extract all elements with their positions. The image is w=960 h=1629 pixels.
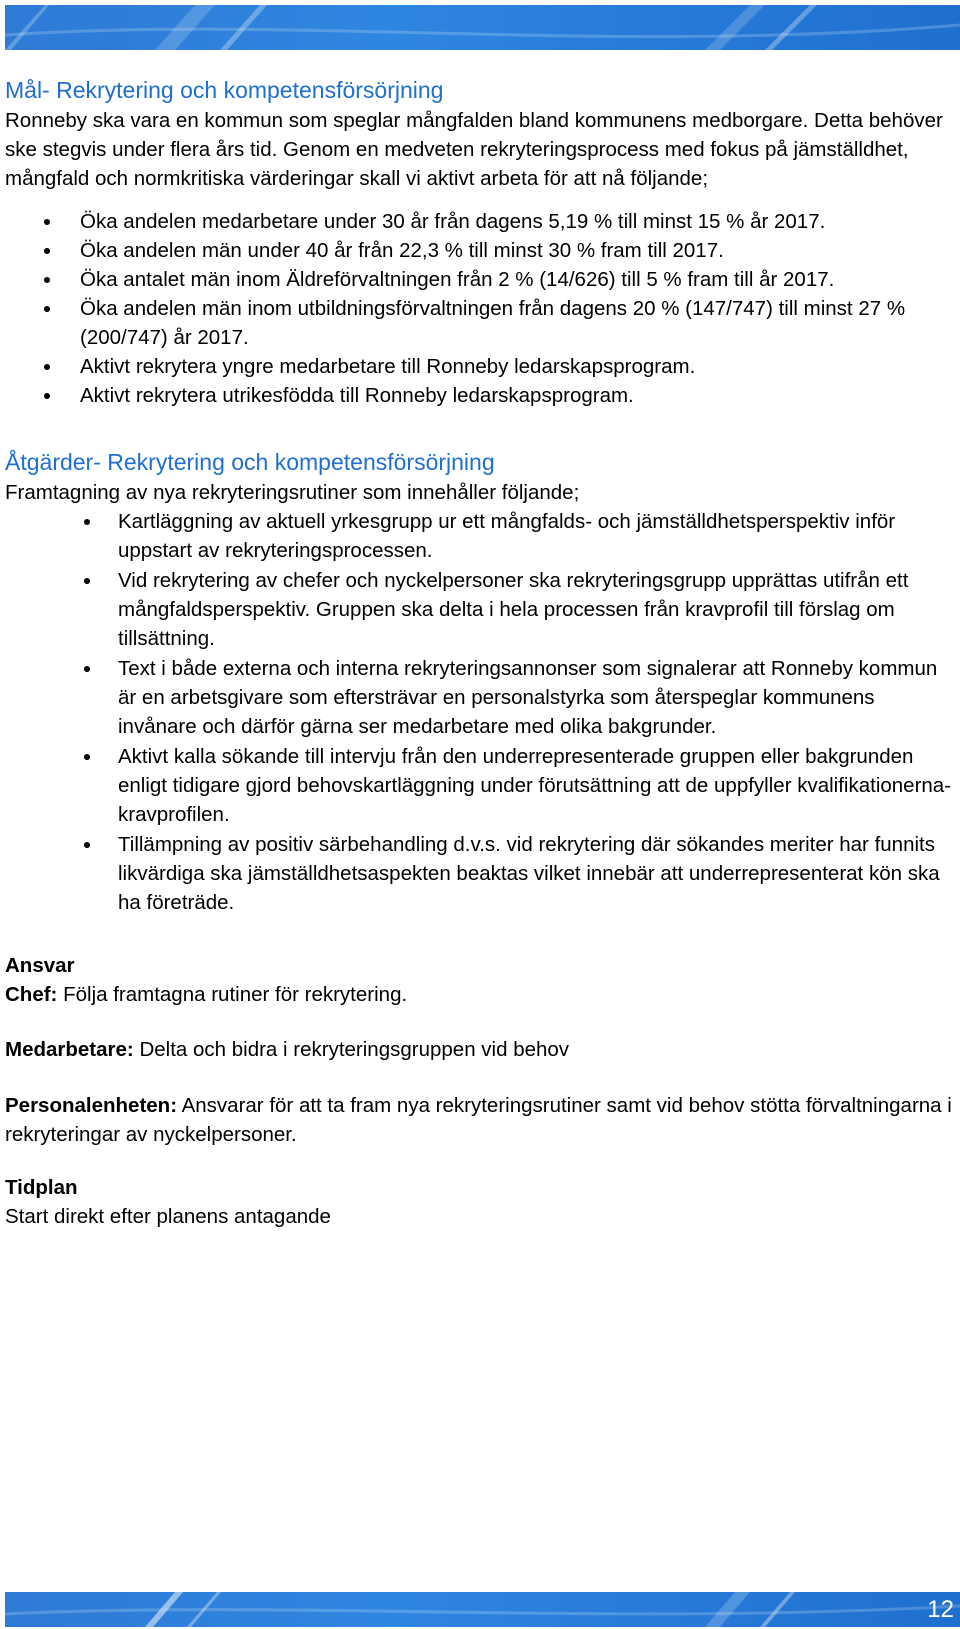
- ansvar-heading: Ansvar: [5, 954, 75, 977]
- chef-label: Chef:: [5, 983, 58, 1006]
- list-item: Kartläggning av aktuell yrkesgrupp ur ett mångfalds- och jämställdhetsperspektiv inför uppstart av rekryteringsprocessen.: [5, 507, 955, 565]
- footer-band: [5, 1592, 960, 1627]
- personal-label: Personalenheten:: [5, 1094, 178, 1117]
- footer-band-decoration: [5, 1592, 960, 1627]
- list-item: Aktivt rekrytera utrikesfödda till Ronneby ledarskapsprogram.: [5, 381, 955, 410]
- goals-list: [5, 207, 955, 410]
- list-item: Vid rekrytering av chefer och nyckelpersoner ska rekryteringsgrupp upprättas utifrån ett mångfaldsperspektiv. Gruppen ska delta i hela processen från kravprofil till förslag om tillsättning.: [5, 566, 955, 653]
- actions-intro: Framtagning av nya rekryteringsrutiner som innehåller följande;: [5, 481, 580, 504]
- list-item: Öka antalet män inom Äldreförvaltningen från 2 % (14/626) till 5 % fram till år 2017.: [5, 265, 955, 294]
- ansvar-personalenheten: [5, 1091, 955, 1149]
- list-item: Aktivt rekrytera yngre medarbetare till Ronneby ledarskapsprogram.: [5, 352, 955, 381]
- goals-heading: Mål- Rekrytering och kompetensförsörjning: [5, 77, 444, 103]
- list-item: Tillämpning av positiv särbehandling d.v.s. vid rekrytering där sökandes meriter har funnits likvärdiga ska jämställdhetsaspekten beaktas vilket innebär att underrepresenterat kön ska ha företräde.: [5, 830, 955, 917]
- ansvar-chef: [5, 980, 955, 1009]
- actions-list: [5, 507, 955, 917]
- tidplan-heading: Tidplan: [5, 1176, 78, 1199]
- tidplan-text: Start direkt efter planens antagande: [5, 1205, 331, 1228]
- list-item: Text i både externa och interna rekryteringsannonser som signalerar att Ronneby kommun är en arbetsgivare som eftersträvar en personalstyrka som återspeglar kommunens invånare och därför gärna ser medarbetare med olika bakgrunder.: [5, 654, 955, 741]
- medarbetare-label: Medarbetare:: [5, 1038, 134, 1061]
- personal-text: Ansvarar för att ta fram nya rekryteringsrutiner samt vid behov stötta förvaltningarna i rekryteringar av nyckelpersoner.: [5, 1094, 952, 1146]
- chef-text: Följa framtagna rutiner för rekrytering.: [57, 983, 408, 1006]
- list-item: Öka andelen män inom utbildningsförvaltningen från dagens 20 % (147/747) till minst 27 % (200/747) år 2017.: [5, 294, 955, 352]
- medarbetare-text: Delta och bidra i rekryteringsgruppen vid behov: [133, 1038, 570, 1061]
- actions-heading: Åtgärder- Rekrytering och kompetensförsörjning: [5, 449, 495, 475]
- list-item: Öka andelen män under 40 år från 22,3 % till minst 30 % fram till 2017.: [5, 236, 955, 265]
- page-number: 12: [927, 1596, 954, 1623]
- header-band: [5, 5, 960, 50]
- list-item: Aktivt kalla sökande till intervju från den underrepresenterade gruppen eller bakgrunden enligt tidigare gjord behovskartläggning under förutsättning att de uppfyller kvalifikationerna-kravprofilen.: [5, 742, 955, 829]
- ansvar-medarbetare: [5, 1035, 955, 1064]
- goals-intro: Ronneby ska vara en kommun som speglar mångfalden bland kommunens medborgare. Detta behöver ske stegvis under flera års tid. Genom en medveten rekryteringsprocess med fokus på jämställdhet, mångfald och normkritiska värderingar skall vi aktivt arbeta för att nå följande;: [5, 109, 943, 190]
- header-band-decoration: [5, 5, 960, 50]
- list-item: Öka andelen medarbetare under 30 år från dagens 5,19 % till minst 15 % år 2017.: [5, 207, 955, 236]
- document-body: [5, 74, 955, 1231]
